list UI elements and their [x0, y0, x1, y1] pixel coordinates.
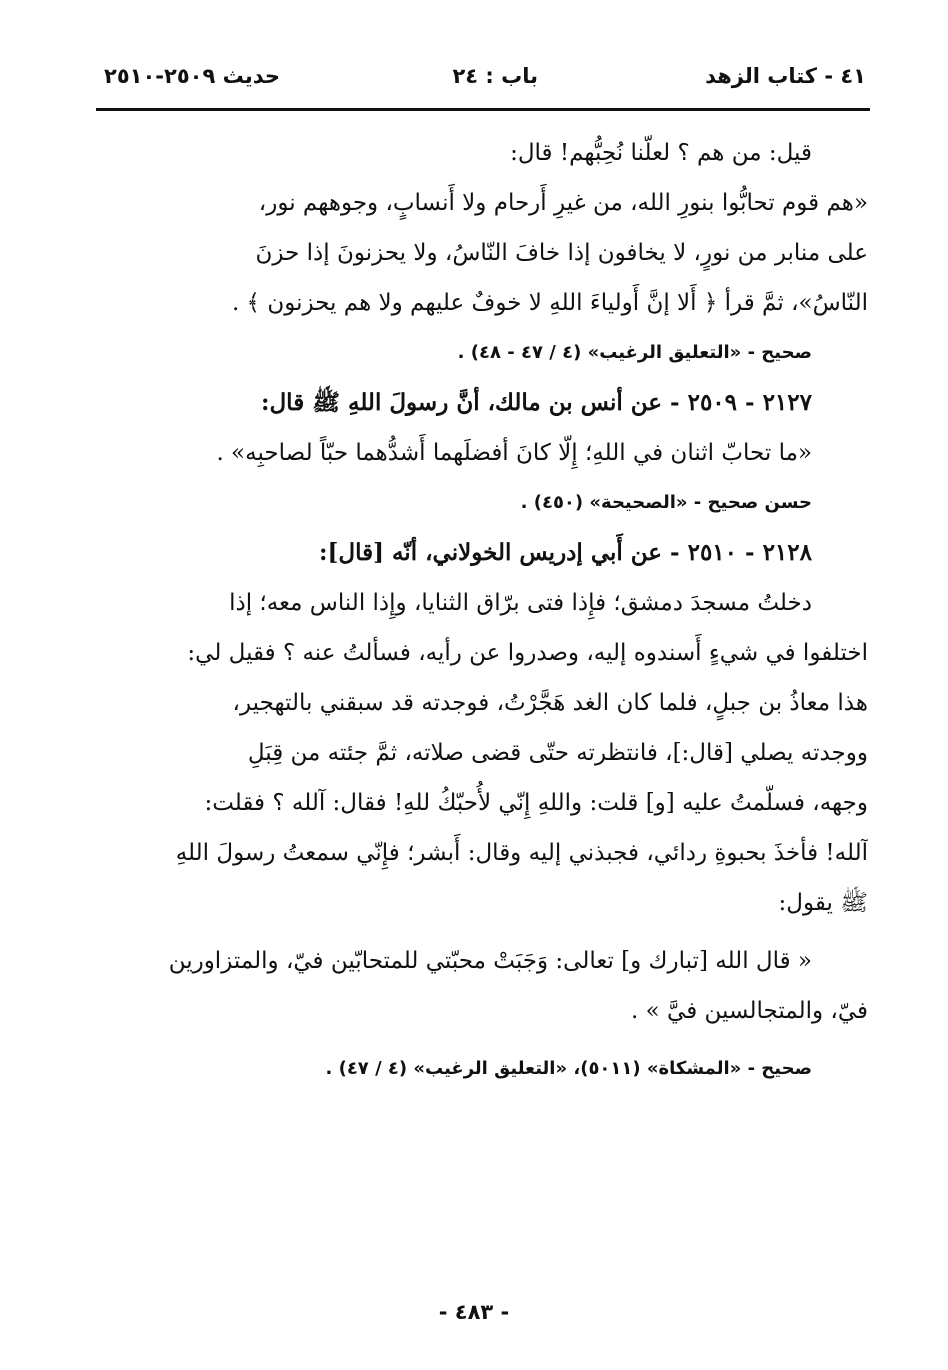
- text-line: وجهه، فسلّمتُ عليه [و] قلت: واللهِ إِنّي لأُحبّكُ للهِ! فقال: آلله ؟ فقلت:: [204, 790, 868, 816]
- running-header: [96, 58, 866, 102]
- hadith-heading: ٢١٢٧ - ٢٥٠٩ - عن أنس بن مالك، أنَّ رسولَ اللهِ ﷺ قال:: [260, 389, 812, 416]
- bab-label: باب : ٢٤: [452, 64, 538, 88]
- text-line: ﷺ يقول:: [778, 890, 868, 916]
- text-line: آلله! فأخذَ بحبوةِ ردائي، فجبذني إليه وقال: أَبشر؛ فإِنّي سمعتُ رسولَ اللهِ: [175, 840, 868, 866]
- hadith-range: حديث ٢٥٠٩-٢٥١٠: [104, 64, 280, 88]
- text-line: اختلفوا في شيءٍ أَسندوه إليه، وصدروا عن رأيه، فسألتُ عنه ؟ فقيل لي:: [187, 640, 868, 666]
- text-line: النّاسُ»، ثمَّ قرأ ﴿ أَلا إنَّ أَولياءَ اللهِ لا خوفٌ عليهم ولا هم يحزنون ﴾ .: [231, 290, 868, 316]
- page-number: - ٤٨٣ -: [438, 1300, 510, 1324]
- text-line: دخلتُ مسجدَ دمشق؛ فإِذا فتى برّاق الثنايا، وإِذا الناس معه؛ إذا: [229, 590, 812, 616]
- hadith-grade: صحيح - «التعليق الرغيب» (٤ / ٤٧ - ٤٨) .: [457, 342, 812, 363]
- text-line: هذا معاذُ بن جبلٍ، فلما كان الغد هَجَّرْتُ، فوجدته قد سبقني بالتهجير،: [232, 690, 868, 716]
- hadith-text: «ما تحابّ اثنان في اللهِ؛ إِلّا كانَ أفضلَهما أَشدُّهما حبّاً لصاحبِه» .: [216, 440, 812, 466]
- hadith-grade: صحيح - «المشكاة» (٥٠١١)، «التعليق الرغيب» (٤ / ٤٧) .: [325, 1058, 812, 1079]
- header-divider: [96, 108, 870, 111]
- text-line: ووجدته يصلي [قال:]، فانتظرته حتّى قضى صلاته، ثمَّ جئته من قِبَلِ: [247, 740, 868, 766]
- text-line: على منابر من نورٍ، لا يخافون إذا خافَ النّاسُ، ولا يحزنونَ إذا حزنَ: [255, 240, 868, 266]
- text-line: فيّ، والمتجالسين فيَّ » .: [631, 998, 868, 1024]
- hadith-qudsi-text: « قال الله [تبارك و] تعالى: وَجَبَتْ محبّتي للمتحابّين فيّ، والمتزاورين: [168, 948, 812, 974]
- hadith-grade: حسن صحيح - «الصحيحة» (٤٥٠) .: [520, 492, 812, 513]
- text-line: «هم قوم تحابُّوا بنورِ الله، من غيرِ أَرحام ولا أَنسابٍ، وجوههم نور،: [258, 190, 868, 216]
- hadith-heading: ٢١٢٨ - ٢٥١٠ - عن أَبي إدريس الخولاني، أنّه [قال]:: [319, 539, 812, 566]
- text-line: قيل: من هم ؟ لعلّنا نُحِبُّهم! قال:: [510, 140, 812, 166]
- chapter-title: ٤١ - كتاب الزهد: [705, 64, 866, 88]
- page-body: [100, 128, 868, 1094]
